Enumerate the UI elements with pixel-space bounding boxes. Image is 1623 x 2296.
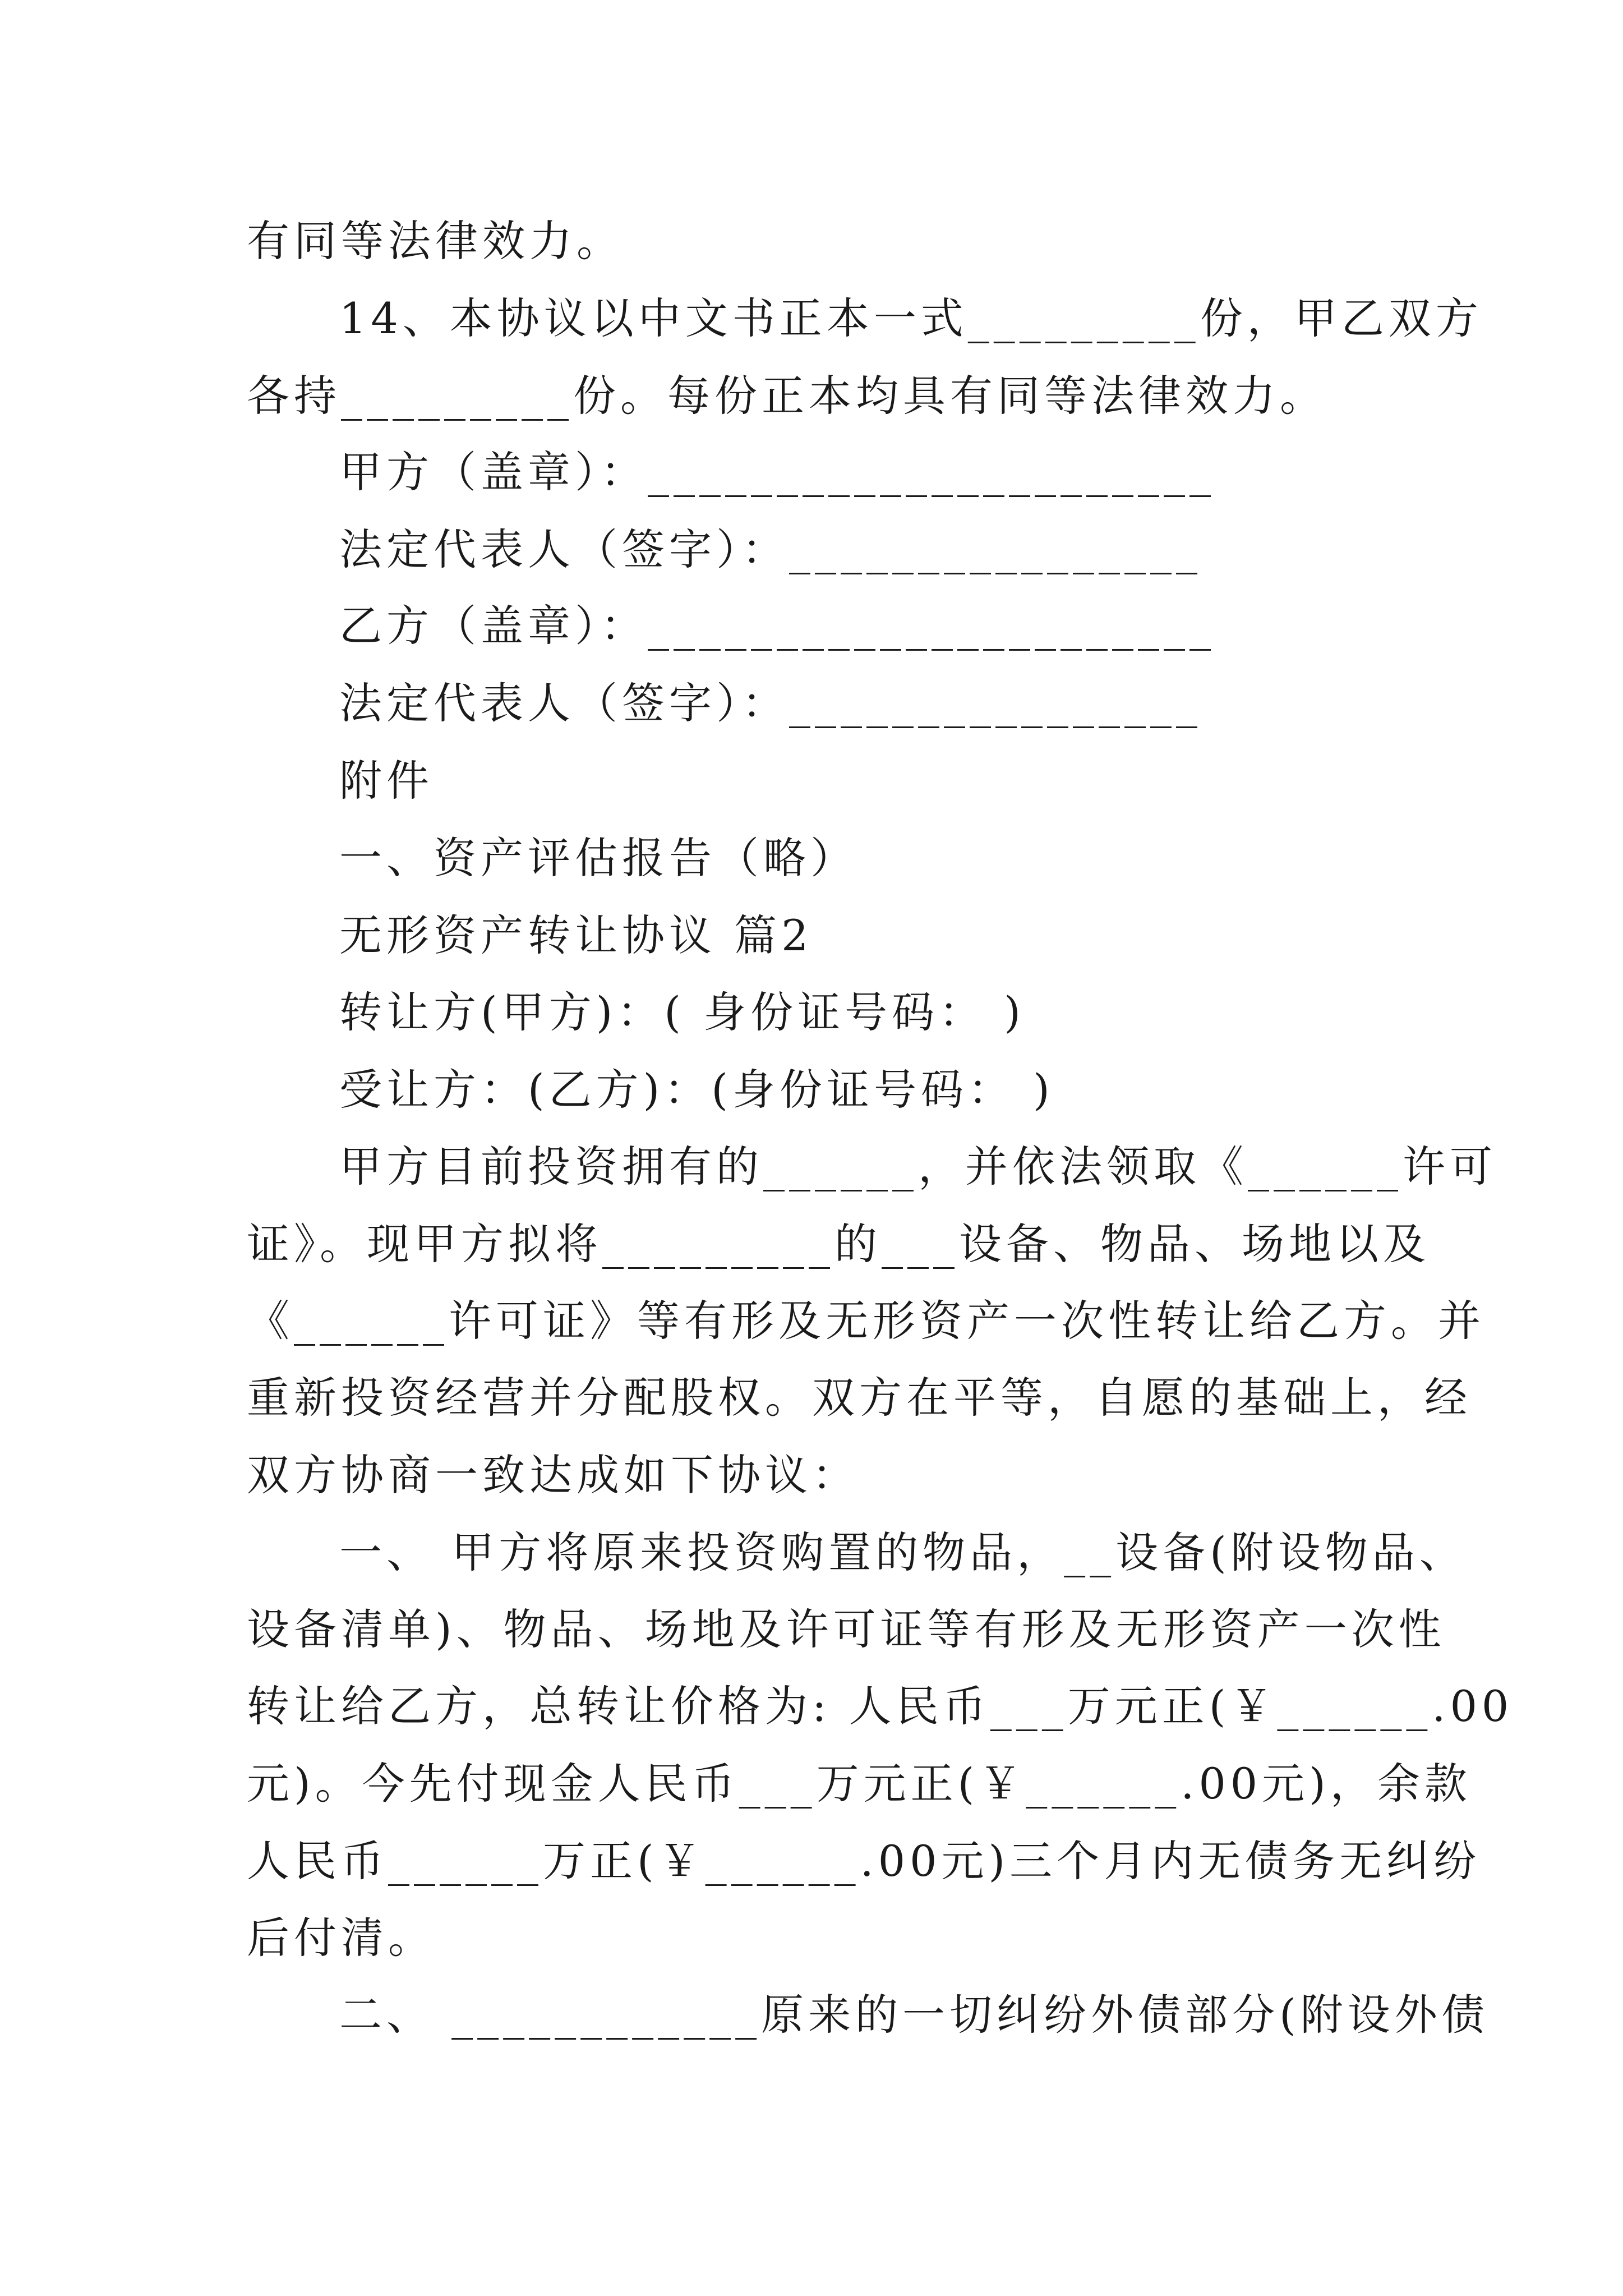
text-line: 转让给乙方，总转让价格为: 人民币___万元正(￥______.00 — [247, 1681, 1514, 1731]
text-line: 转让方(甲方)：( 身份证号码： ) — [339, 987, 1025, 1037]
signature-line-party-b: 乙方（盖章）：______________________ — [339, 601, 1215, 651]
text-line: 后付清。 — [247, 1913, 435, 1963]
text-line: 设备清单)、物品、场地及许可证等有形及无形资产一次性 — [247, 1604, 1446, 1654]
text-line: 元)。今先付现金人民币___万元正(￥______.00元)，余款 — [247, 1759, 1472, 1809]
attachment-heading: 附件 — [339, 756, 434, 806]
text-line: 一、资产评估报告（略） — [339, 833, 857, 883]
text-line: 人民币______万正(￥______.00元)三个月内无债务无纠纷 — [247, 1836, 1481, 1886]
section-title: 无形资产转让协议 篇2 — [339, 910, 813, 960]
text-line: 甲方目前投资拥有的______，并依法领取《______许可 — [339, 1142, 1497, 1191]
text-line: 证》。现甲方拟将_________的___设备、物品、场地以及 — [247, 1219, 1430, 1269]
text-line: 双方协商一致达成如下协议： — [247, 1450, 859, 1500]
text-line: 一、 甲方将原来投资购置的物品，__设备(附设物品、 — [339, 1527, 1467, 1577]
text-line: 《______许可证》等有形及无形资产一次性转让给乙方。并 — [247, 1296, 1485, 1346]
signature-line-rep-a: 法定代表人（签字）：________________ — [339, 524, 1202, 574]
text-line: 受让方：(乙方)：(身份证号码： ) — [339, 1065, 1054, 1115]
text-line: 有同等法律效力。 — [247, 216, 624, 266]
text-line: 重新投资经营并分配股权。双方在平等，自愿的基础上，经 — [247, 1373, 1472, 1423]
text-line: 14、本协议以中文书正本一式_________份，甲乙双方 — [339, 293, 1483, 343]
signature-line-party-a: 甲方（盖章）：______________________ — [339, 447, 1215, 497]
text-line: 各持_________份。每份正本均具有同等法律效力。 — [247, 371, 1327, 421]
signature-line-rep-b: 法定代表人（签字）：________________ — [339, 678, 1202, 728]
text-line: 二、 ____________原来的一切纠纷外债部分(附设外债 — [339, 1990, 1489, 2040]
